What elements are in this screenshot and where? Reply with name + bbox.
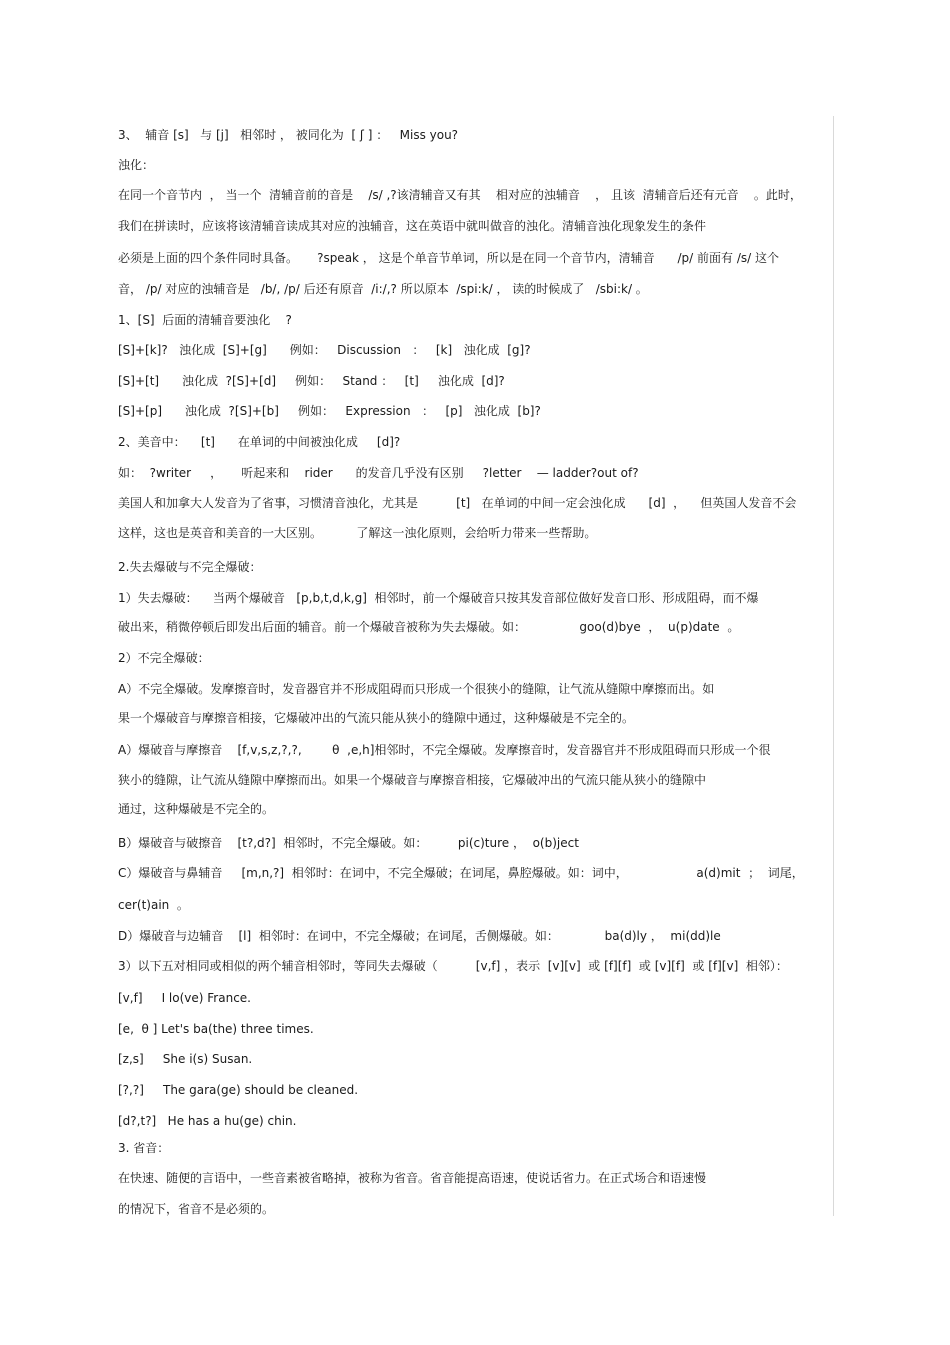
text-line: 1）失去爆破： 当两个爆破音 [p,b,t,d,k,g] 相邻时，前一个爆破音只按其发音部位做好发音口形、形成阻碍，而不爆 [118,591,759,605]
list-item: [S]+[p] 浊化成 ?[S]+[b] 例如： Expression ： [p] 浊化成 [b]? [118,404,541,418]
text-line: 音， /p/ 对应的浊辅音是 /b/, /p/ 后还有原音 /i:/,? 所以原本 /spi:k/ ， 读的时候成了 /sbi:k/ 。 [118,282,648,296]
text-line: 如： ?writer ， 听起来和 rider 的发音几乎没有区别 ?letter — ladder?out of? [118,466,639,480]
text-line: 通过，这种爆破是不完全的。 [118,802,275,816]
example-line: [z,s] She i(s) Susan. [118,1052,253,1066]
example-line: [e, θ ] Let's ba(the) three times. [118,1022,314,1036]
example-line: [v,f] I lo(ve) France. [118,991,251,1005]
text-line: 必须是上面的四个条件同时具备。 ?speak ， 这是个单音节单词，所以是在同一个音节内，清辅音 /p/ 前面有 /s/ 这个 [118,251,780,265]
list-item: 1、[S] 后面的清辅音要浊化 ? [118,313,292,327]
text-line: 果一个爆破音与摩擦音相接，它爆破冲出的气流只能从狭小的缝隙中通过，这种爆破是不完全的。 [118,711,635,725]
text-line: 破出来，稍微停顿后即发出后面的辅音。前一个爆破音被称为失去爆破。如： goo(d)bye ， u(p)date 。 [118,620,740,634]
text-line: 美国人和加拿大人发音为了省事，习惯清音浊化，尤其是 [t] 在单词的中间一定会浊化成 [d] ， 但英国人发音不会 [118,496,797,510]
list-item: [S]+[k]? 浊化成 [S]+[g] 例如： Discussion ： [k] 浊化成 [g]? [118,343,531,357]
text-line: 狭小的缝隙，让气流从缝隙中摩擦而出。如果一个爆破音与摩擦音相接，它爆破冲出的气流只能从狭小的缝隙中 [118,773,707,787]
text-line: 我们在拼读时，应该将该清辅音读成其对应的浊辅音，这在英语中就叫做音的浊化。清辅音浊化现象发生的条件 [118,219,707,233]
example-line: [d?,t?] He has a hu(ge) chin. [118,1114,297,1128]
section-heading: 2）不完全爆破： [118,651,210,665]
text-line: B）爆破音与破擦音 [t?,d?] 相邻时，不完全爆破。如： pi(c)ture ， o(b)ject [118,836,579,850]
text-line: A）爆破音与摩擦音 [f,v,s,z,?,?, θ ,e,h]相邻时，不完全爆破。发摩擦音时，发音器官并不形成阻碍而只形成一个很 [118,743,771,757]
text-line: D）爆破音与边辅音 [l] 相邻时：在词中，不完全爆破；在词尾，舌侧爆破。如： ba(d)ly ， mi(dd)le [118,929,721,943]
list-item: 2、美音中： [t] 在单词的中间被浊化成 [d]? [118,435,401,449]
text-line: 在同一个音节内 ， 当一个 清辅音前的音是 /s/ ,?该清辅音又有其 相对应的浊辅音 ， 且该 清辅音后还有元音 。此时， [118,188,802,202]
text-line: 3、 辅音 [s] 与 [j] 相邻时 ， 被同化为 [ ʃ ] ： Miss you? [118,128,459,142]
text-line: 3）以下五对相同或相似的两个辅音相邻时，等同失去爆破（ [v,f] ，表示 [v][v] 或 [f][f] 或 [v][f] 或 [f][v] 相邻）： [118,959,788,973]
section-heading: 2.失去爆破与不完全爆破： [118,560,262,574]
text-line: 这样，这也是英音和美音的一大区别。 了解这一浊化原则，会给听力带来一些帮助。 [118,526,597,540]
text-line: A）不完全爆破。发摩擦音时，发音器官并不形成阻碍而只形成一个很狭小的缝隙，让气流从缝隙中摩擦而出。如 [118,682,715,696]
page-margin-rule [833,116,834,1216]
text-line: 在快速、随便的言语中，一些音素被省略掉，被称为省音。省音能提高语速，使说话省力。在正式场合和语速慢 [118,1171,707,1185]
text-line: C）爆破音与鼻辅音 [m,n,?] 相邻时：在词中，不完全爆破；在词尾，鼻腔爆破。如：词中， a(d)mit ； 词尾， [118,866,804,880]
text-line: cer(t)ain 。 [118,898,189,912]
section-heading: 3. 省音： [118,1141,170,1155]
text-line: 的情况下，省音不是必须的。 [118,1202,275,1216]
section-heading: 浊化： [118,158,155,172]
example-line: [?,?] The gara(ge) should be cleaned. [118,1083,359,1097]
list-item: [S]+[t] 浊化成 ?[S]+[d] 例如： Stand ： [t] 浊化成 [d]? [118,374,505,388]
